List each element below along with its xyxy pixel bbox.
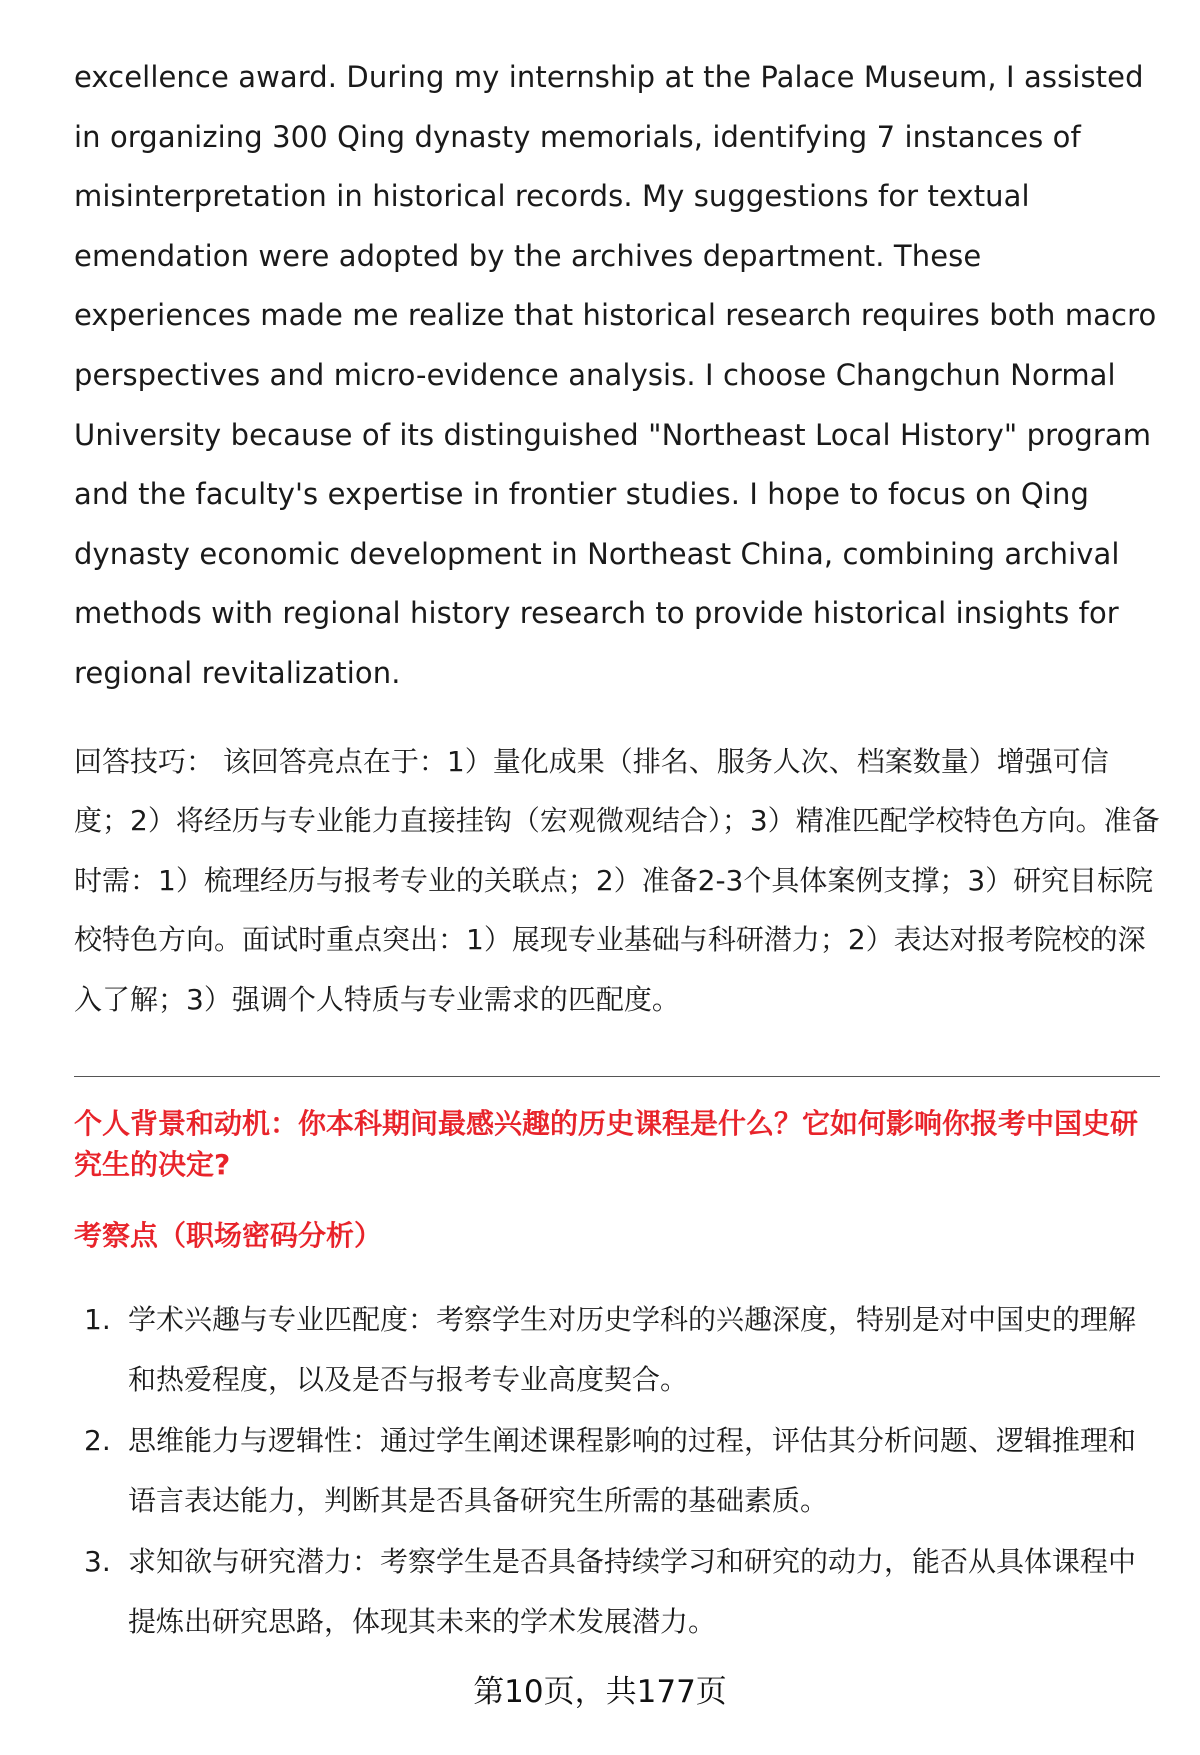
answer-tips: 回答技巧： 该回答亮点在于：1）量化成果（排名、服务人次、档案数量）增强可信度；2）将经历与专业能力直接挂钩（宏观微观结合）；3）精准匹配学校特色方向。准备时需：1）梳理经历与报考专业的关联点；2）准备2-3个具体案例支撑；3）研究目标院校特色方向。面试时重点突出：1）展现专业基础与科研潜力；2）表达对报考院校的深入了解；3）强调个人特质与专业需求的匹配度。 (74, 744, 1160, 1016)
question-heading: 个人背景和动机：你本科期间最感兴趣的历史课程是什么？它如何影响你报考中国史研究生的决定? (74, 1106, 1139, 1181)
page-number: 第10页，共177页 (473, 1674, 727, 1710)
list-item-text: 求知欲与研究潜力：考察学生是否具备持续学习和研究的动力，能否从具体课程中提炼出研究思路，体现其未来的学术发展潜力。 (128, 1544, 1137, 1638)
answer-paragraph: excellence award. During my internship at the Palace Museum, I assisted in organizing 300 Qing dynasty memorials, identifying 7 instances of misinterpretation in historical records. My suggestions for textual emendation were adopted by the archives department. These experiences made me realize that historical research requires both macro perspectives and micro-evidence analysis. I choose Changchun Normal University because of its distinguished "Northeast Local History" program and the faculty's expertise in frontier studies. I hope to focus on Qing dynasty economic development in Northeast China, combining archival methods with regional history research to provide historical insights for regional revitalization. (74, 60, 1157, 690)
list-item-text: 学术兴趣与专业匹配度：考察学生对历史学科的兴趣深度，特别是对中国史的理解和热爱程度，以及是否与报考专业高度契合。 (128, 1302, 1137, 1396)
list-item (74, 1411, 1160, 1532)
list-item-number: 1. (84, 1302, 111, 1336)
document-page (74, 48, 1160, 1653)
list-item-number: 2. (84, 1423, 111, 1457)
list-item (74, 1290, 1160, 1411)
list-item-number: 3. (84, 1544, 111, 1578)
section-divider (74, 1076, 1160, 1077)
list-item-text: 思维能力与逻辑性：通过学生阐述课程影响的过程，评估其分析问题、逻辑推理和语言表达能力，判断其是否具备研究生所需的基础素质。 (128, 1423, 1137, 1517)
assessment-points-list (74, 1290, 1160, 1653)
list-item (74, 1532, 1160, 1653)
assessment-title: 考察点（职场密码分析） (74, 1218, 383, 1252)
